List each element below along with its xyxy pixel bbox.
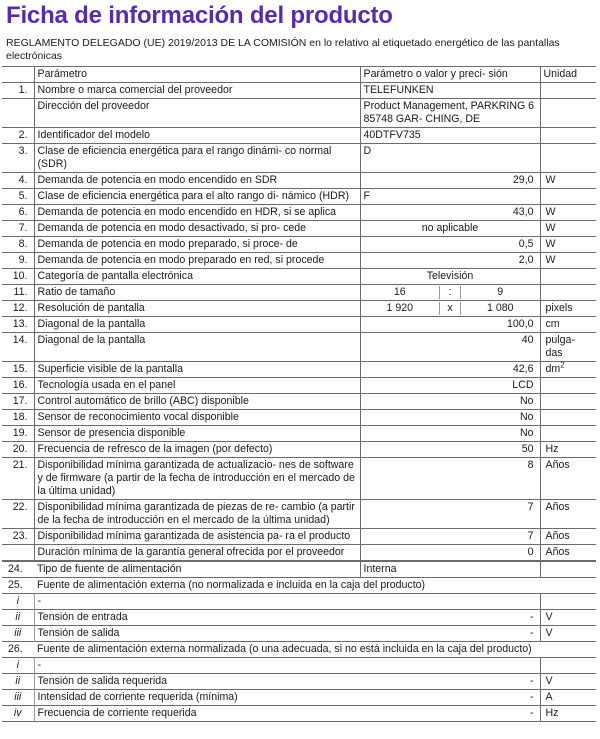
sub-row [2, 658, 596, 674]
row-unit: Años [540, 529, 596, 545]
row-label: Fuente de alimentación externa (no normalizada e incluida en la caja del producto) [34, 578, 596, 594]
sub-row-unit: V [540, 626, 596, 642]
sub-row-label: Tensión de salida [34, 626, 360, 642]
row-number: 19. [2, 426, 34, 442]
row-number: 24. [2, 561, 34, 578]
header-value: Parámetro o valor y preci- sión [360, 67, 540, 83]
header-row [2, 67, 596, 83]
row-unit [540, 83, 596, 99]
row-unit [540, 189, 596, 205]
row-label: Demanda de potencia en modo preparado, si proce- de [34, 237, 360, 253]
table-row [2, 285, 596, 301]
row-unit: pixels [540, 301, 596, 317]
row-number: 26. [2, 642, 34, 658]
sub-row-value [360, 658, 540, 674]
row-number: 15. [2, 362, 34, 378]
sub-row-roman: iv [2, 706, 34, 722]
row-number: 22. [2, 500, 34, 529]
row-value: LCD [360, 378, 540, 394]
row-label: Disponibilidad mínima garantizada de piezas de re- cambio (a partir de la fecha de introducción en el mercado de la última unidad) [34, 500, 360, 529]
row-number: 5. [2, 189, 34, 205]
sub-row-value: - [360, 690, 540, 706]
row-value: Interna [360, 561, 540, 578]
row-unit: $dm^2$ [540, 362, 596, 378]
table-row [2, 333, 596, 362]
row-value: 7 [360, 500, 540, 529]
table-row [2, 237, 596, 253]
table-row [2, 144, 596, 173]
table-body [2, 67, 596, 722]
value-part-b: 1 080 [486, 302, 514, 314]
sub-row-label: Tensión de salida requerida [34, 674, 360, 690]
row-number: 17. [2, 394, 34, 410]
row-number: 23. [2, 529, 34, 545]
row-label: Demanda de potencia en modo encendido en HDR, si se aplica [34, 205, 360, 221]
row-number: 12. [2, 301, 34, 317]
row-unit: W [540, 221, 596, 237]
sub-row-roman: ii [2, 674, 34, 690]
row-value: No [360, 394, 540, 410]
row-value: D [360, 144, 540, 173]
value-separator: : [440, 286, 461, 299]
row-value: no aplicable [360, 221, 540, 237]
row-number: 14. [2, 333, 34, 362]
row-value: 29,0 [360, 173, 540, 189]
row-label: Disponibilidad mínima garantizada de asistencia pa- ra el producto [34, 529, 360, 545]
row-label: Identificador del modelo [34, 128, 360, 144]
table-row [2, 189, 596, 205]
row-value: 43,0 [360, 205, 540, 221]
page-title: Ficha de información del producto [6, 2, 393, 29]
regulation-subtitle: REGLAMENTO DELEGADO (UE) 2019/2013 DE LA COMISIÓN en lo relativo al etiquetado energético de las pantallas electrónicas [6, 37, 560, 62]
row-value [360, 301, 540, 317]
row-label: Demanda de potencia en modo desactivado, si pro- cede [34, 221, 360, 237]
row-unit [540, 144, 596, 173]
table-row [2, 317, 596, 333]
table-row [2, 221, 596, 237]
sub-row-value [360, 594, 540, 610]
row-number: 8. [2, 237, 34, 253]
sub-row-value: - [360, 626, 540, 642]
row-unit [540, 394, 596, 410]
row-value: 7 [360, 529, 540, 545]
header-unit: Unidad [540, 67, 596, 83]
table-row [2, 545, 596, 562]
row-number: 25. [2, 578, 34, 594]
table-row [2, 561, 596, 578]
row-value: Product Management, PARKRING 6 85748 GAR- CHING, DE [360, 99, 540, 128]
row-number: 3. [2, 144, 34, 173]
sub-row [2, 610, 596, 626]
row-unit: cm [540, 317, 596, 333]
table-row [2, 99, 596, 128]
table-row [2, 642, 596, 658]
row-label: Control automático de brillo (ABC) disponible [34, 394, 360, 410]
table-row [2, 394, 596, 410]
sub-row [2, 626, 596, 642]
table-row [2, 426, 596, 442]
row-label: Ratio de tamaño [34, 285, 360, 301]
row-unit [540, 426, 596, 442]
sub-row-label: - [34, 658, 360, 674]
row-unit [540, 378, 596, 394]
sub-row-unit: A [540, 690, 596, 706]
table-row [2, 578, 596, 594]
sub-row [2, 594, 596, 610]
row-label: Superficie visible de la pantalla [34, 362, 360, 378]
sub-row-value: - [360, 610, 540, 626]
table-row [2, 458, 596, 500]
sub-row-label: Frecuencia de corriente requerida [34, 706, 360, 722]
row-number: 7. [2, 221, 34, 237]
row-unit: W [540, 253, 596, 269]
row-label: Clase de eficiencia energética para el rango dinámi- co normal (SDR) [34, 144, 360, 173]
sub-row-unit: V [540, 674, 596, 690]
row-number: 16. [2, 378, 34, 394]
header-param: Parámetro [34, 67, 360, 83]
row-number: 1. [2, 83, 34, 99]
row-unit: Años [540, 458, 596, 500]
table-row [2, 269, 596, 285]
row-value: TELEFUNKEN [360, 83, 540, 99]
row-label: Tipo de fuente de alimentación [34, 561, 360, 578]
row-unit [540, 561, 596, 578]
row-label: Nombre o marca comercial del proveedor [34, 83, 360, 99]
sub-row-label: - [34, 594, 360, 610]
sub-row-roman: ii [2, 610, 34, 626]
row-number: 13. [2, 317, 34, 333]
row-unit: Años [540, 545, 596, 562]
row-number: 20. [2, 442, 34, 458]
value-part-a: 16 [361, 286, 441, 299]
row-label: Frecuencia de refresco de la imagen (por defecto) [34, 442, 360, 458]
table-row [2, 83, 596, 99]
table-row [2, 410, 596, 426]
row-label: Disponibilidad mínima garantizada de actualizacio- nes de software y de firmware (a partir de la fecha de introducción en el mercado de la última unidad) [34, 458, 360, 500]
row-label: Sensor de presencia disponible [34, 426, 360, 442]
row-label: Sensor de reconocimiento vocal disponible [34, 410, 360, 426]
table-row [2, 173, 596, 189]
row-value: 42,6 [360, 362, 540, 378]
value-separator: x [440, 302, 461, 315]
sub-row-unit: Hz [540, 706, 596, 722]
row-label: Duración mínima de la garantía general ofrecida por el proveedor [34, 545, 360, 562]
table-row [2, 253, 596, 269]
row-number: 18. [2, 410, 34, 426]
row-value: 0,5 [360, 237, 540, 253]
row-unit: W [540, 205, 596, 221]
row-number: 6. [2, 205, 34, 221]
row-unit: W [540, 173, 596, 189]
sub-row [2, 674, 596, 690]
table-row [2, 128, 596, 144]
table-row [2, 442, 596, 458]
row-value: 8 [360, 458, 540, 500]
row-number: 2. [2, 128, 34, 144]
row-value: 0 [360, 545, 540, 562]
row-number: 4. [2, 173, 34, 189]
row-label: Dirección del proveedor [34, 99, 360, 128]
row-value: F [360, 189, 540, 205]
row-label: Demanda de potencia en modo preparado en red, si procede [34, 253, 360, 269]
table-row [2, 378, 596, 394]
sub-row-roman: i [2, 658, 34, 674]
header-num [2, 67, 34, 83]
row-number [2, 99, 34, 128]
table-row [2, 205, 596, 221]
table-row [2, 362, 596, 378]
row-unit [540, 99, 596, 128]
row-label: Diagonal de la pantalla [34, 317, 360, 333]
sub-row-unit [540, 594, 596, 610]
row-value: 100,0 [360, 317, 540, 333]
row-label: Fuente de alimentación externa normalizada (o una adecuada, si no está incluida en la caja del producto) [34, 642, 596, 658]
row-unit: W [540, 237, 596, 253]
sub-row-unit [540, 658, 596, 674]
row-label: Categoría de pantalla electrónica [34, 269, 360, 285]
row-number [2, 545, 34, 562]
table-row [2, 529, 596, 545]
sub-row-label: Tensión de entrada [34, 610, 360, 626]
sub-row-roman: iii [2, 626, 34, 642]
row-label: Diagonal de la pantalla [34, 333, 360, 362]
table-row [2, 500, 596, 529]
sub-row-value: - [360, 674, 540, 690]
row-value: 40 [360, 333, 540, 362]
row-number: 11. [2, 285, 34, 301]
row-unit: pulga- das [540, 333, 596, 362]
row-number: 10. [2, 269, 34, 285]
row-label: Clase de eficiencia energética para el alto rango di- námico (HDR) [34, 189, 360, 205]
row-unit [540, 269, 596, 285]
row-unit: Hz [540, 442, 596, 458]
sub-row-unit: V [540, 610, 596, 626]
value-part-a: 1 920 [361, 302, 441, 315]
row-value: 2,0 [360, 253, 540, 269]
row-unit [540, 410, 596, 426]
row-value: 40DTFV735 [360, 128, 540, 144]
row-value: 50 [360, 442, 540, 458]
row-value [360, 285, 540, 301]
row-value: Televisión [360, 269, 540, 285]
row-unit [540, 285, 596, 301]
value-part-b: 9 [497, 286, 504, 298]
sub-row-value: - [360, 706, 540, 722]
row-label: Resolución de pantalla [34, 301, 360, 317]
row-value: No [360, 410, 540, 426]
sub-row-roman: iii [2, 690, 34, 706]
row-number: 21. [2, 458, 34, 500]
sub-row [2, 690, 596, 706]
sub-row-label: Intensidad de corriente requerida (mínima) [34, 690, 360, 706]
product-info-table [2, 66, 596, 722]
row-unit: Años [540, 500, 596, 529]
table-row [2, 301, 596, 317]
row-value: No [360, 426, 540, 442]
row-label: Tecnología usada en el panel [34, 378, 360, 394]
sub-row-roman: i [2, 594, 34, 610]
row-number: 9. [2, 253, 34, 269]
sub-row [2, 706, 596, 722]
row-label: Demanda de potencia en modo encendido en SDR [34, 173, 360, 189]
row-unit [540, 128, 596, 144]
